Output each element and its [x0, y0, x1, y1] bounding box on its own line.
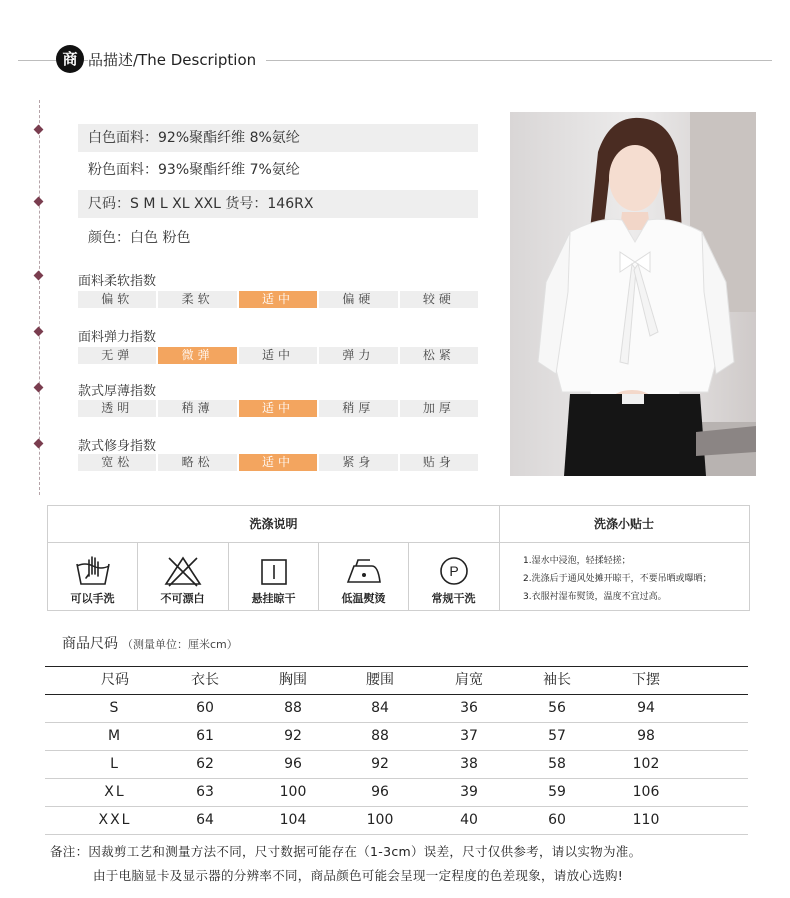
size-table-cell: 61	[196, 728, 214, 744]
timeline-dot	[34, 197, 44, 207]
size-col-header: 下摆	[632, 672, 660, 688]
product-photo	[510, 112, 756, 476]
index-option: 柔软	[158, 291, 236, 308]
size-table-cell: 104	[279, 812, 307, 828]
size-table-cell: 110	[632, 812, 660, 828]
index-option: 加厚	[400, 400, 478, 417]
spec-white-fabric: 白色面料：92%聚酯纤维 8%氨纶	[78, 124, 478, 152]
size-table-cell: 60	[548, 812, 566, 828]
size-col-header: 胸围	[279, 672, 307, 688]
spec-size-sku: 尺码：S M L XL XXL 货号：146RX	[78, 190, 478, 218]
timeline-line	[39, 100, 41, 495]
index-row-fit	[78, 454, 478, 471]
size-table-cell: 92	[371, 756, 389, 772]
index-option: 略松	[158, 454, 236, 471]
timeline-dot	[34, 271, 44, 281]
timeline-dot	[34, 439, 44, 449]
size-unit-text: （测量单位：厘米cm）	[122, 638, 238, 651]
care-item-label: 悬挂晾干	[251, 592, 296, 605]
model-illustration	[510, 112, 756, 476]
size-table-cell: 56	[548, 700, 566, 716]
size-table-cell: 36	[460, 700, 478, 716]
header-title: 品描述/The Description	[88, 49, 266, 70]
care-item-label: 不可漂白	[160, 592, 205, 605]
size-table-cell: 100	[279, 784, 307, 800]
size-col-header: 肩宽	[455, 672, 483, 688]
care-divider	[499, 506, 500, 610]
size-col-header: 衣长	[191, 672, 219, 688]
size-table-cell: 102	[632, 756, 660, 772]
size-table-cell: 58	[548, 756, 566, 772]
dry-clean-icon	[434, 554, 474, 588]
timeline-dot	[34, 327, 44, 337]
size-table-cell: XXL	[98, 812, 132, 828]
index-option: 偏硬	[319, 291, 397, 308]
care-tip: 3.衣服衬湿布熨烫，温度不宜过高。	[523, 592, 667, 602]
index-option: 贴身	[400, 454, 478, 471]
index-row-thickness	[78, 400, 478, 417]
index-title-thickness: 款式厚薄指数	[78, 384, 157, 399]
note-line-1: 备注：因裁剪工艺和测量方法不同，尺寸数据可能存在（1-3cm）误差，尺寸仅供参考，请以实物为准。	[50, 844, 642, 859]
index-option: 适中	[239, 400, 317, 417]
size-table-row	[45, 807, 748, 835]
index-option: 松紧	[400, 347, 478, 364]
timeline-dot	[34, 383, 44, 393]
care-item-label: 常规干洗	[431, 592, 476, 605]
size-table-cell: 38	[460, 756, 478, 772]
care-tips-header: 洗涤小贴士	[593, 517, 654, 531]
care-item	[409, 543, 498, 611]
size-table-cell: 94	[637, 700, 655, 716]
note-line-2: 由于电脑显卡及显示器的分辨率不同，商品颜色可能会呈现一定程度的色差现象，请放心选购!	[93, 868, 624, 883]
size-table-cell: XL	[104, 784, 126, 800]
size-table-cell: 62	[196, 756, 214, 772]
spec-colors: 颜色：白色 粉色	[88, 230, 191, 246]
size-table-cell: 57	[548, 728, 566, 744]
index-row-softness	[78, 291, 478, 308]
care-item-label: 可以手洗	[70, 592, 115, 605]
size-table-header	[45, 666, 748, 695]
size-table-row	[45, 695, 748, 723]
index-option: 透明	[78, 400, 156, 417]
size-table-title	[62, 633, 238, 653]
size-table-cell: 92	[284, 728, 302, 744]
size-table-cell: 37	[460, 728, 478, 744]
hang-dry-icon	[254, 554, 294, 588]
index-option: 稍厚	[319, 400, 397, 417]
no-bleach-icon	[163, 554, 203, 588]
size-table	[45, 666, 748, 835]
size-table-cell: 100	[366, 812, 394, 828]
size-col-header: 袖长	[543, 672, 571, 688]
index-option: 无弹	[78, 347, 156, 364]
size-table-cell: 59	[548, 784, 566, 800]
care-tip: 2.洗涤后于通风处摊开晾干，不要吊晒或曝晒；	[523, 574, 712, 584]
index-row-elasticity	[78, 347, 478, 364]
timeline-dot	[34, 125, 44, 135]
size-table-cell: M	[107, 728, 123, 744]
size-table-cell: 64	[196, 812, 214, 828]
size-table-cell: 40	[460, 812, 478, 828]
size-table-cell: 63	[196, 784, 214, 800]
index-option: 适中	[239, 347, 317, 364]
size-table-cell: 88	[371, 728, 389, 744]
index-title-softness: 面料柔软指数	[78, 274, 157, 289]
size-title-text: 商品尺码	[62, 636, 118, 652]
care-item	[319, 543, 408, 611]
index-option: 微弹	[158, 347, 236, 364]
size-table-cell: S	[109, 700, 121, 716]
care-tips	[523, 552, 712, 606]
size-table-row	[45, 751, 748, 779]
size-table-cell: 60	[196, 700, 214, 716]
care-item	[138, 543, 227, 611]
care-item	[229, 543, 318, 611]
index-option: 偏软	[78, 291, 156, 308]
size-col-header: 腰围	[366, 672, 394, 688]
size-table-cell: 88	[284, 700, 302, 716]
spec-pink-fabric: 粉色面料：93%聚酯纤维 7%氨纶	[88, 162, 300, 178]
size-table-cell: 98	[637, 728, 655, 744]
index-option: 弹力	[319, 347, 397, 364]
index-option: 稍薄	[158, 400, 236, 417]
size-table-row	[45, 779, 748, 807]
header-badge: 商	[56, 45, 84, 73]
care-item	[48, 543, 137, 611]
size-table-cell: 84	[371, 700, 389, 716]
index-option: 较硬	[400, 291, 478, 308]
size-table-cell: L	[110, 756, 120, 772]
care-table	[47, 505, 750, 611]
care-tip: 1.湿水中浸泡，轻揉轻搓；	[523, 556, 631, 566]
index-option: 适中	[239, 454, 317, 471]
index-title-elasticity: 面料弹力指数	[78, 330, 157, 345]
low-iron-icon	[342, 554, 386, 588]
index-option: 宽松	[78, 454, 156, 471]
hand-wash-icon	[73, 554, 113, 588]
index-title-fit: 款式修身指数	[78, 439, 157, 454]
index-option: 紧身	[319, 454, 397, 471]
svg-text:P: P	[448, 563, 459, 579]
size-table-cell: 96	[284, 756, 302, 772]
size-table-cell: 106	[632, 784, 660, 800]
size-table-cell: 39	[460, 784, 478, 800]
care-item-label: 低温熨烫	[341, 592, 386, 605]
size-col-header: 尺码	[101, 672, 129, 688]
size-table-row	[45, 723, 748, 751]
size-table-cell: 96	[371, 784, 389, 800]
index-option: 适中	[239, 291, 317, 308]
care-wash-header: 洗涤说明	[249, 517, 298, 531]
